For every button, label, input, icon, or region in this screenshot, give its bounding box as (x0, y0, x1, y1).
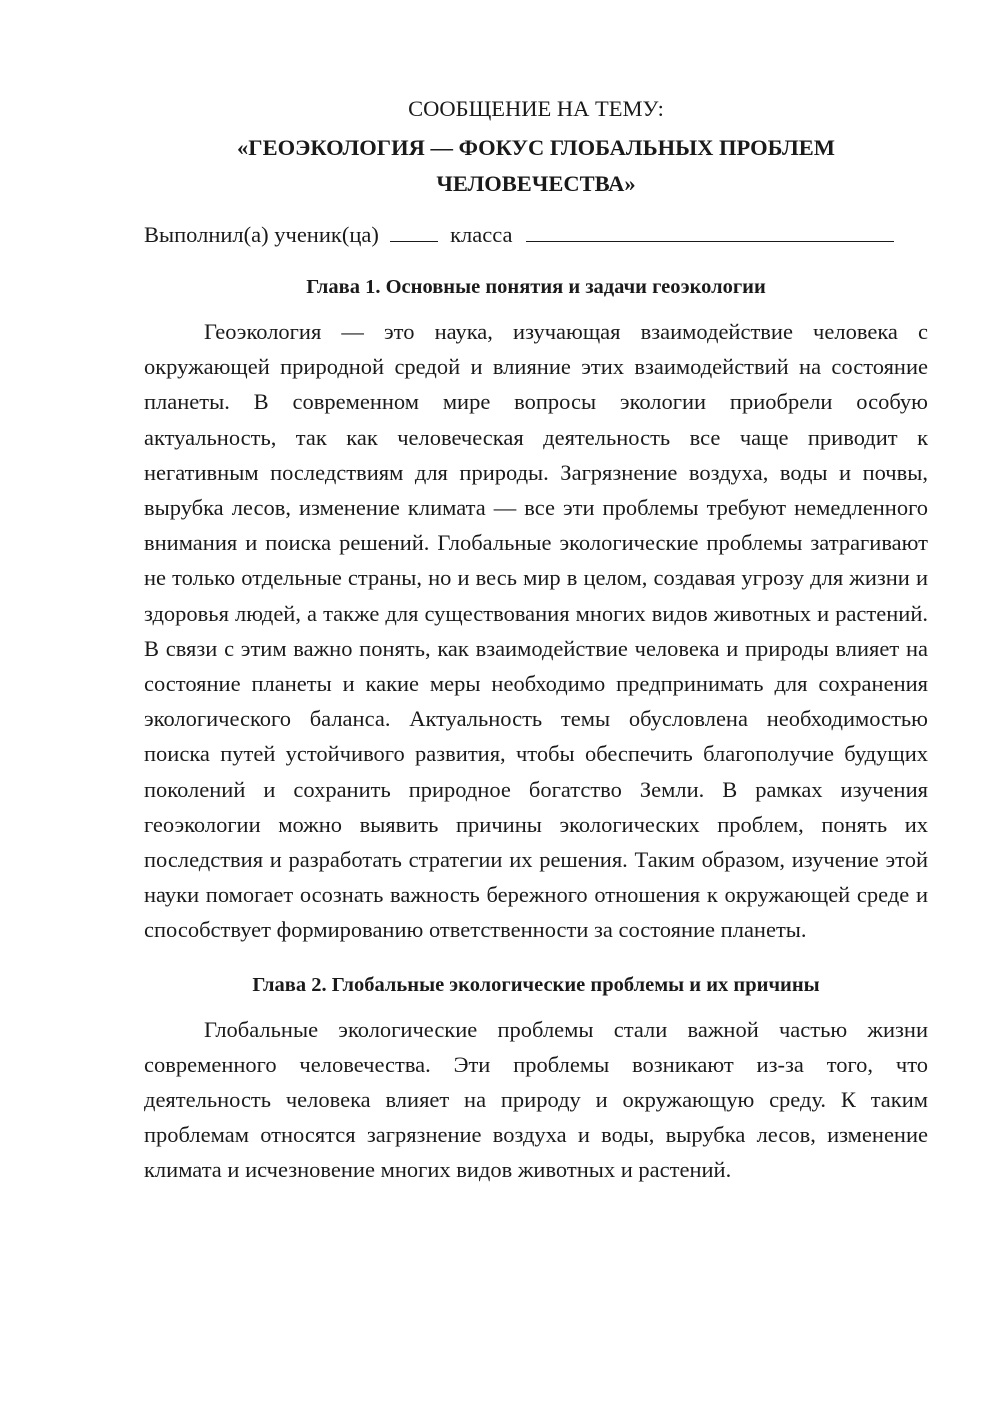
chapter-heading: Глава 2. Глобальные экологические проблемы и их причины (252, 973, 820, 996)
document-title: «ГЕОЭКОЛОГИЯ — ФОКУС ГЛОБАЛЬНЫХ ПРОБЛЕМ ЧЕЛОВЕЧЕСТВА» (237, 135, 835, 196)
chapter-2 (144, 968, 928, 1188)
class-label: класса (450, 222, 513, 247)
student-name-blank (526, 221, 894, 242)
performed-by-label: Выполнил(а) ученик(ца) (144, 222, 379, 247)
document-label: СООБЩЕНИЕ НА ТЕМУ: (408, 96, 664, 121)
chapter-paragraph: Геоэкология — это наука, изучающая взаимодействие человека с окружающей природной средой и влияние этих взаимодействий на состояние планеты. В современном мире вопросы экологии приобрели особую актуальность, так как человеческая деятельность все чаще приводит к негативным последствиям для природы. Загрязнение воздуха, воды и почвы, вырубка лесов, изменение климата — все эти проблемы требуют немедленного внимания и поиска решений. Глобальные экологические проблемы затрагивают не только отдельные страны, но и весь мир в целом, создавая угрозу для жизни и здоровья людей, а также для существования многих видов животных и растений. В связи с этим важно понять, как взаимодействие человека и природы влияет на состояние планеты и какие меры необходимо предпринимать для сохранения экологического баланса. Актуальность темы обусловлена необходимостью поиска путей устойчивого развития, чтобы обеспечить благополучие будущих поколений и сохранить природное богатство Земли. В рамках изучения геоэкологии можно выявить причины экологических проблем, понять их последствия и разработать стратегии их решения. Таким образом, изучение этой науки помогает осознать важность бережного отношения к окружающей среде и способствует формированию ответственности за состояние планеты. (144, 319, 928, 943)
signature-line (144, 218, 928, 252)
chapter-heading: Глава 1. Основные понятия и задачи геоэкологии (306, 276, 766, 298)
document-page (144, 92, 928, 1188)
chapter-paragraph: Глобальные экологические проблемы стали важной частью жизни современного человечества. Эти проблемы возникают из-за того, что деятельность человека влияет на природу и окружающую среду. К таким проблемам относятся загрязнение воздуха и воды, вырубка лесов, изменение климата и исчезновение многих видов животных и растений. (144, 1016, 928, 1183)
class-number-blank (390, 221, 438, 242)
chapter-1 (144, 270, 928, 948)
